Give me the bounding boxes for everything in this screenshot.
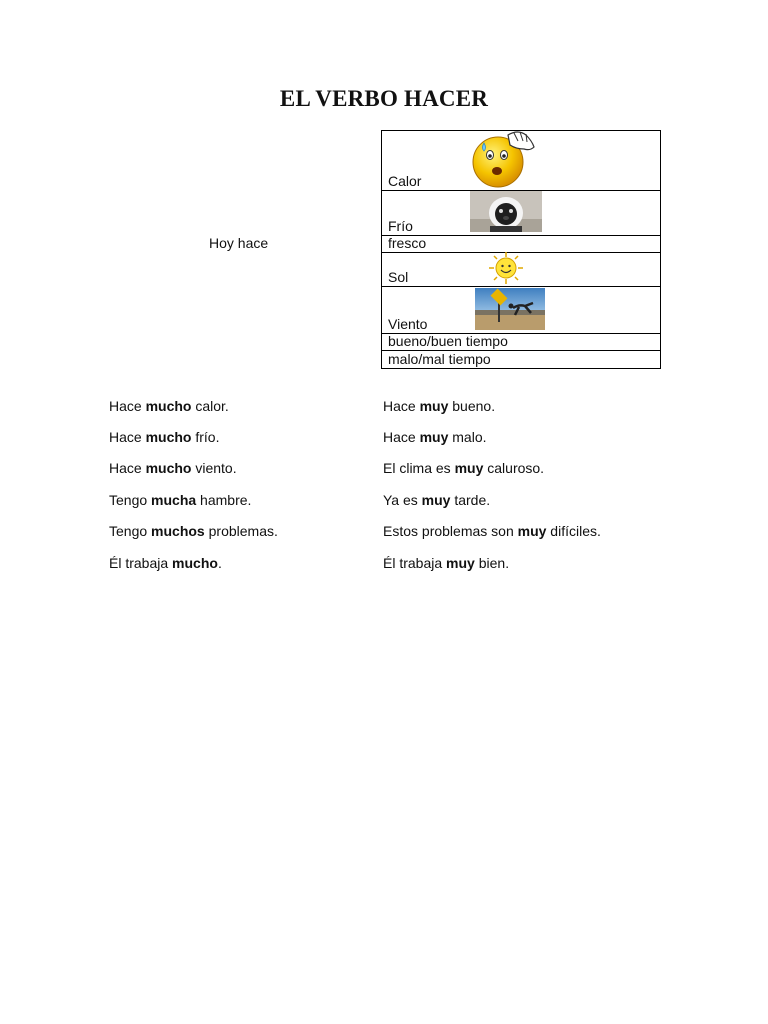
example-muy-2: Hace muy malo. <box>383 429 487 445</box>
weather-row-malo <box>382 351 660 368</box>
weather-table <box>381 130 661 369</box>
hoy-hace-label: Hoy hace <box>209 235 269 251</box>
windy-person-photo-icon <box>475 288 545 330</box>
weather-label: Sol <box>388 269 409 285</box>
cold-dog-photo-icon <box>470 191 542 232</box>
example-muy-6: Él trabaja muy bien. <box>383 555 510 571</box>
weather-label: bueno/buen tiempo <box>388 333 508 349</box>
example-mucho-4: Tengo mucha hambre. <box>109 492 252 508</box>
example-muy-3: El clima es muy caluroso. <box>383 460 545 476</box>
weather-label: fresco <box>388 235 427 251</box>
example-mucho-2: Hace mucho frío. <box>109 429 220 445</box>
sweating-sun-face-icon <box>470 129 540 189</box>
example-muy-4: Ya es muy tarde. <box>383 492 491 508</box>
example-mucho-3: Hace mucho viento. <box>109 460 237 476</box>
weather-row-viento <box>382 287 660 334</box>
weather-row-sol <box>382 253 660 287</box>
weather-row-frio <box>382 191 660 236</box>
example-mucho-6: Él trabaja mucho. <box>109 555 222 571</box>
weather-label: Viento <box>388 316 428 332</box>
example-mucho-5: Tengo muchos problemas. <box>109 523 278 539</box>
weather-row-bueno <box>382 334 660 351</box>
weather-label: malo/mal tiempo <box>388 351 491 367</box>
example-muy-5: Estos problemas son muy difíciles. <box>383 523 601 539</box>
weather-label: Calor <box>388 173 422 189</box>
example-mucho-1: Hace mucho calor. <box>109 398 229 414</box>
weather-row-calor <box>382 131 660 191</box>
weather-label: Frío <box>388 218 413 234</box>
smiling-sun-icon <box>486 250 526 286</box>
page-title: EL VERBO HACER <box>279 86 489 111</box>
example-muy-1: Hace muy bueno. <box>383 398 496 414</box>
